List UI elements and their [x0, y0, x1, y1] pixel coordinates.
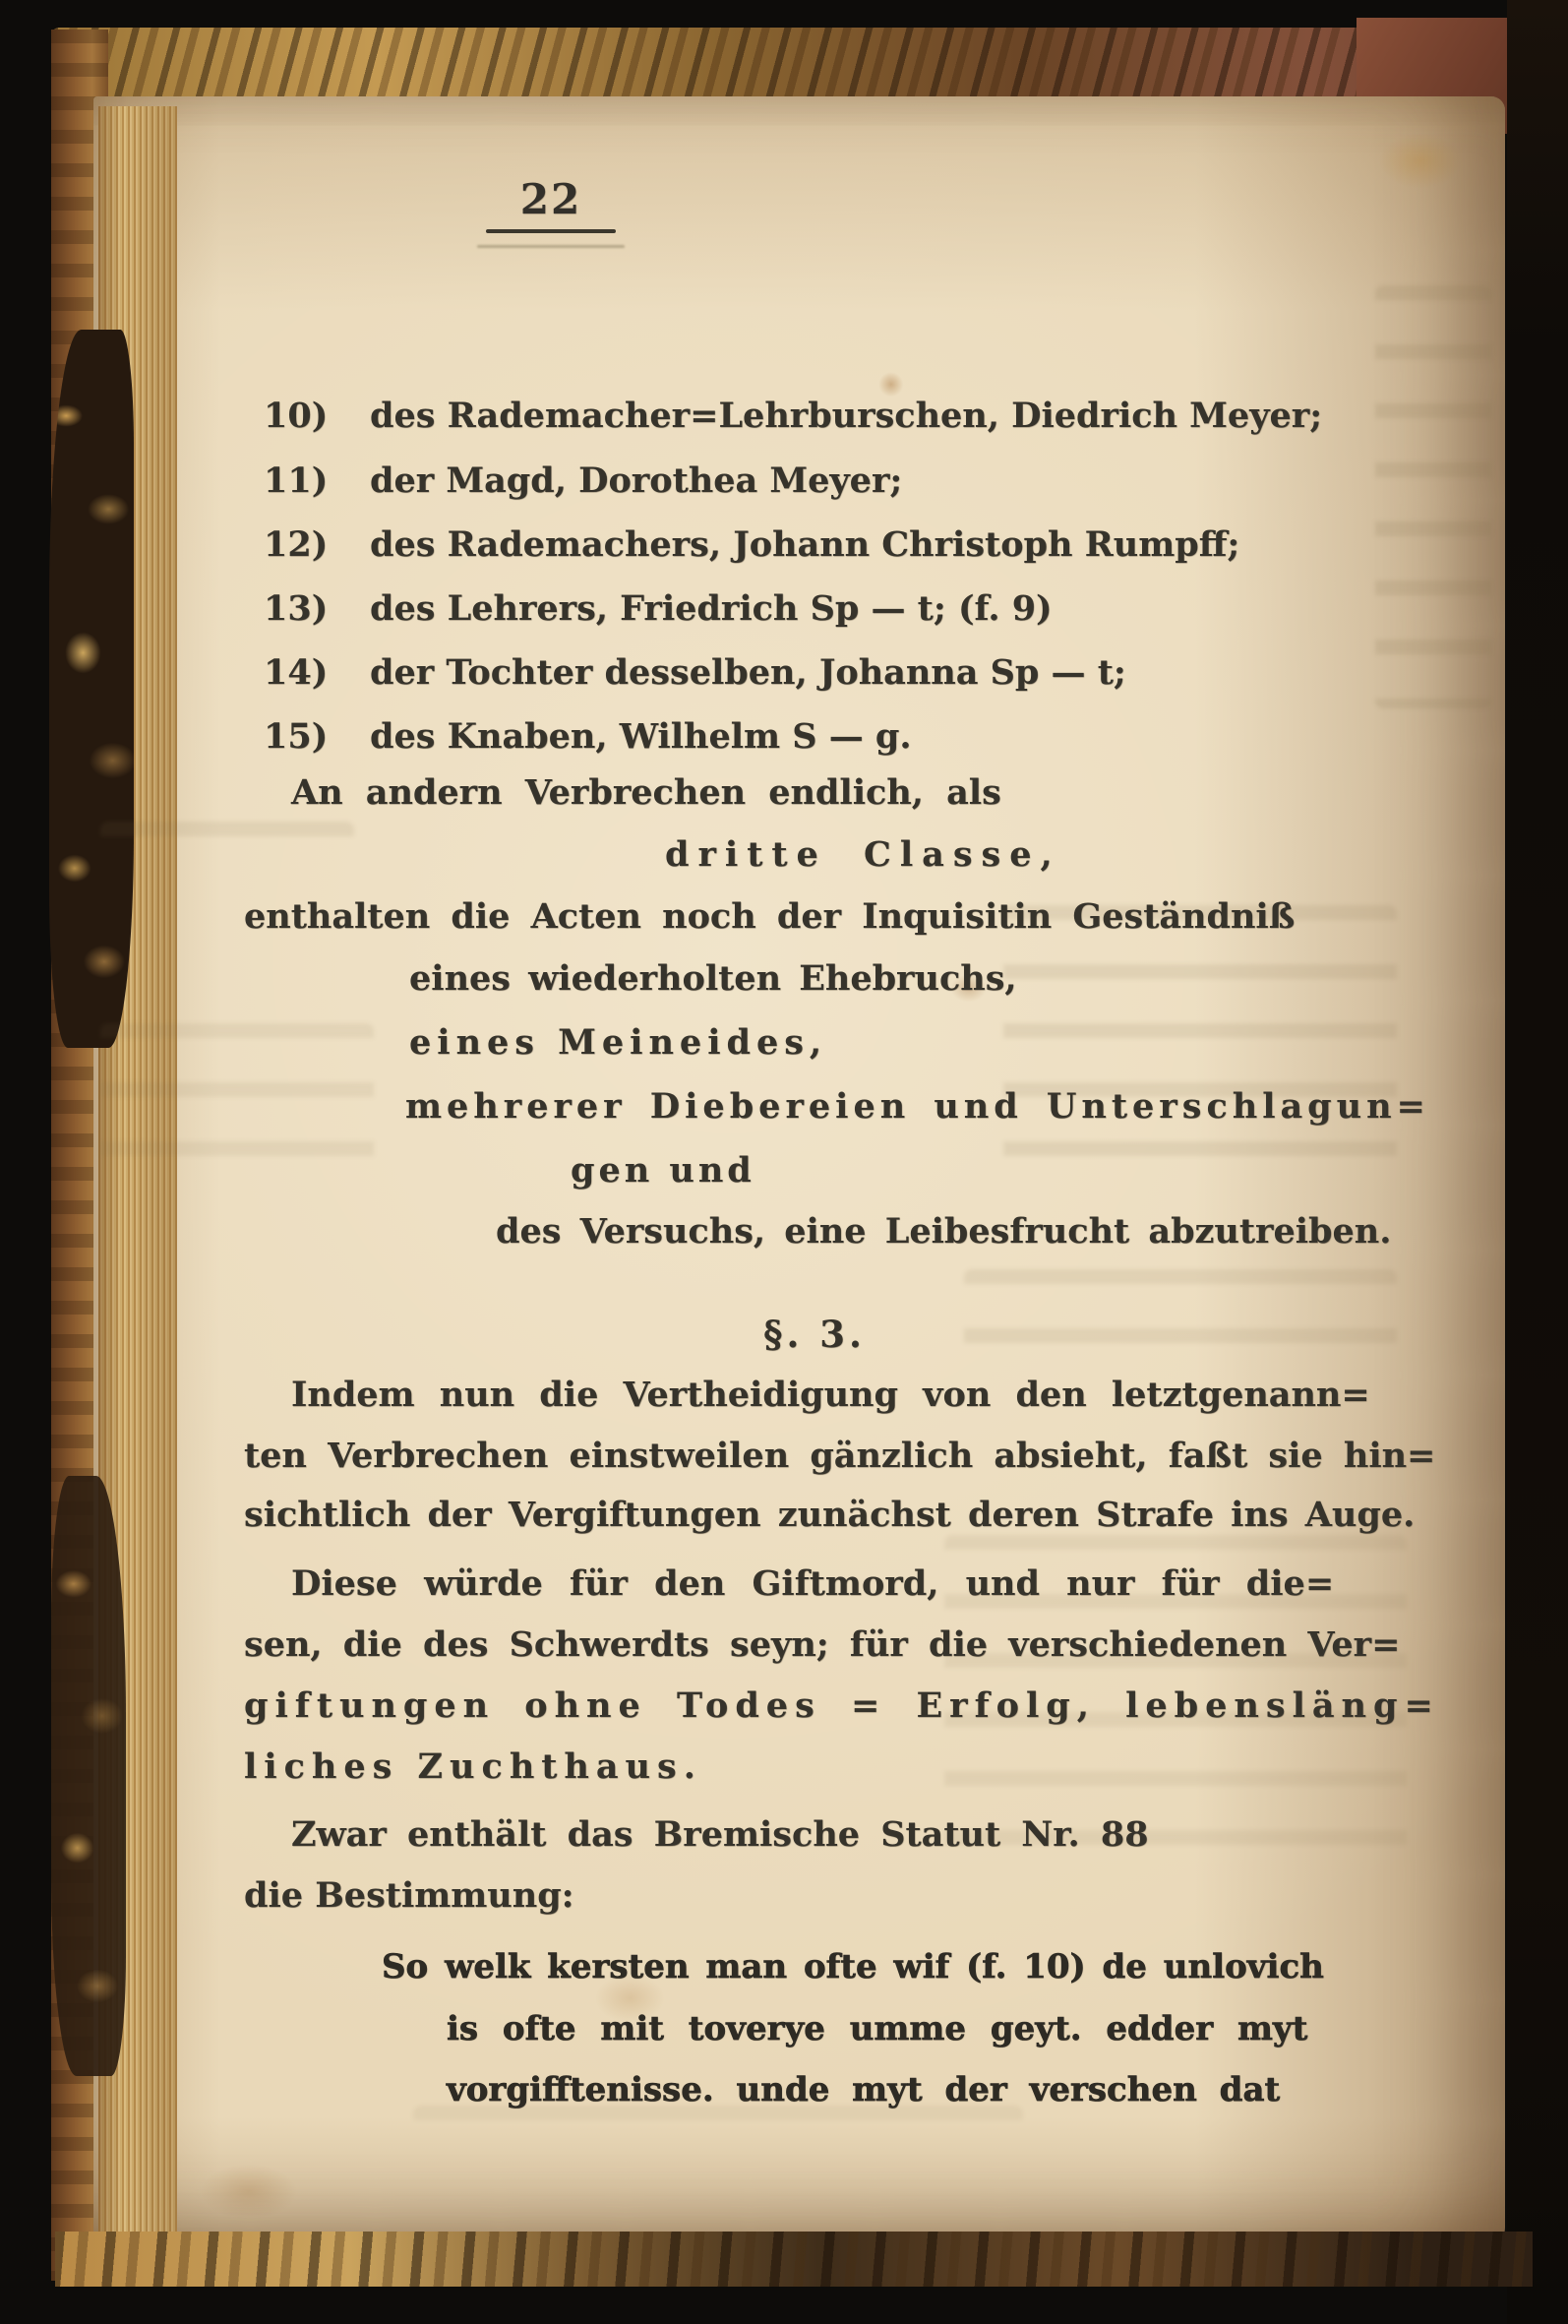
- section-heading: §. 3.: [763, 1313, 866, 1356]
- list-item-number: 14): [264, 652, 329, 693]
- paragraph-line: Diese würde für den Giftmord, und nur für die=: [291, 1563, 1335, 1604]
- page-number-rule-ghost: [477, 245, 625, 248]
- paragraph-line: des Versuchs, eine Leibesfrucht abzutreiben.: [496, 1211, 1392, 1252]
- list-item-text: der Tochter desselben, Johanna Sp — t;: [370, 652, 1126, 693]
- statute-quote-line: is ofte mit toverye umme geyt. edder myt: [447, 2009, 1308, 2049]
- list-item-number: 10): [264, 396, 329, 436]
- list-item-text: der Magd, Dorothea Meyer;: [370, 460, 903, 501]
- show-through-ghost: [413, 2106, 1023, 2157]
- list-item-text: des Rademachers, Johann Christoph Rumpff;: [370, 524, 1240, 565]
- statute-quote-line: vorgifftenisse. unde myt der verschen dat: [447, 2070, 1281, 2110]
- paragraph-line: liches Zuchthaus.: [244, 1746, 702, 1787]
- list-item: [264, 396, 1322, 436]
- list-item: [264, 652, 1126, 693]
- book-bottom-edge: [55, 2232, 1533, 2287]
- list-item-text: des Knaben, Wilhelm S — g.: [370, 716, 912, 757]
- marbled-board-patch: [51, 1476, 126, 2076]
- list-item-number: 11): [264, 460, 329, 501]
- paragraph-line: Indem nun die Vertheidigung von den letztgenann=: [291, 1375, 1370, 1415]
- paragraph-line: dritte Classe,: [665, 834, 1061, 875]
- list-item: [264, 460, 902, 501]
- paragraph-line: gen und: [571, 1150, 755, 1191]
- list-item-text: des Rademacher=Lehrburschen, Diedrich Meyer;: [370, 396, 1323, 436]
- paragraph-line: eines Meineides,: [409, 1022, 828, 1063]
- paragraph-line: mehrerer Diebereien und Unterschlagun=: [405, 1086, 1430, 1127]
- marbled-board-patch: [49, 330, 134, 1048]
- paragraph-line: ten Verbrechen einstweilen gänzlich absieht, faßt sie hin=: [244, 1436, 1436, 1476]
- paragraph-line: die Bestimmung:: [244, 1875, 574, 1916]
- paragraph-line: Zwar enthält das Bremische Statut Nr. 88: [291, 1814, 1149, 1855]
- paragraph-line: enthalten die Acten noch der Inquisitin Geständniß: [244, 896, 1296, 937]
- page-number-rule: [486, 229, 616, 233]
- list-item-number: 13): [264, 588, 329, 629]
- list-item: [264, 588, 1053, 629]
- paragraph-line: sichtlich der Vergiftungen zunächst deren Strafe ins Auge.: [244, 1495, 1416, 1535]
- page-header: [462, 175, 639, 248]
- list-item-text: des Lehrers, Friedrich Sp — t; (f. 9): [370, 588, 1053, 629]
- list-item-number: 12): [264, 524, 329, 565]
- paragraph-line: An andern Verbrechen endlich, als: [291, 772, 1001, 813]
- paragraph-line: eines wiederholten Ehebruchs,: [409, 958, 1017, 999]
- paragraph-line: giftungen ohne Todes = Erfolg, lebensläng=: [244, 1685, 1440, 1726]
- paragraph-line: sen, die des Schwerdts seyn; für die verschiedenen Ver=: [244, 1624, 1401, 1665]
- show-through-ghost: [1375, 285, 1491, 708]
- page-number: 22: [519, 175, 582, 223]
- list-item: [264, 716, 912, 757]
- list-item-number: 15): [264, 716, 329, 757]
- statute-quote-line: So welk kersten man ofte wif (f. 10) de unlovich: [382, 1947, 1324, 1987]
- list-item: [264, 524, 1239, 565]
